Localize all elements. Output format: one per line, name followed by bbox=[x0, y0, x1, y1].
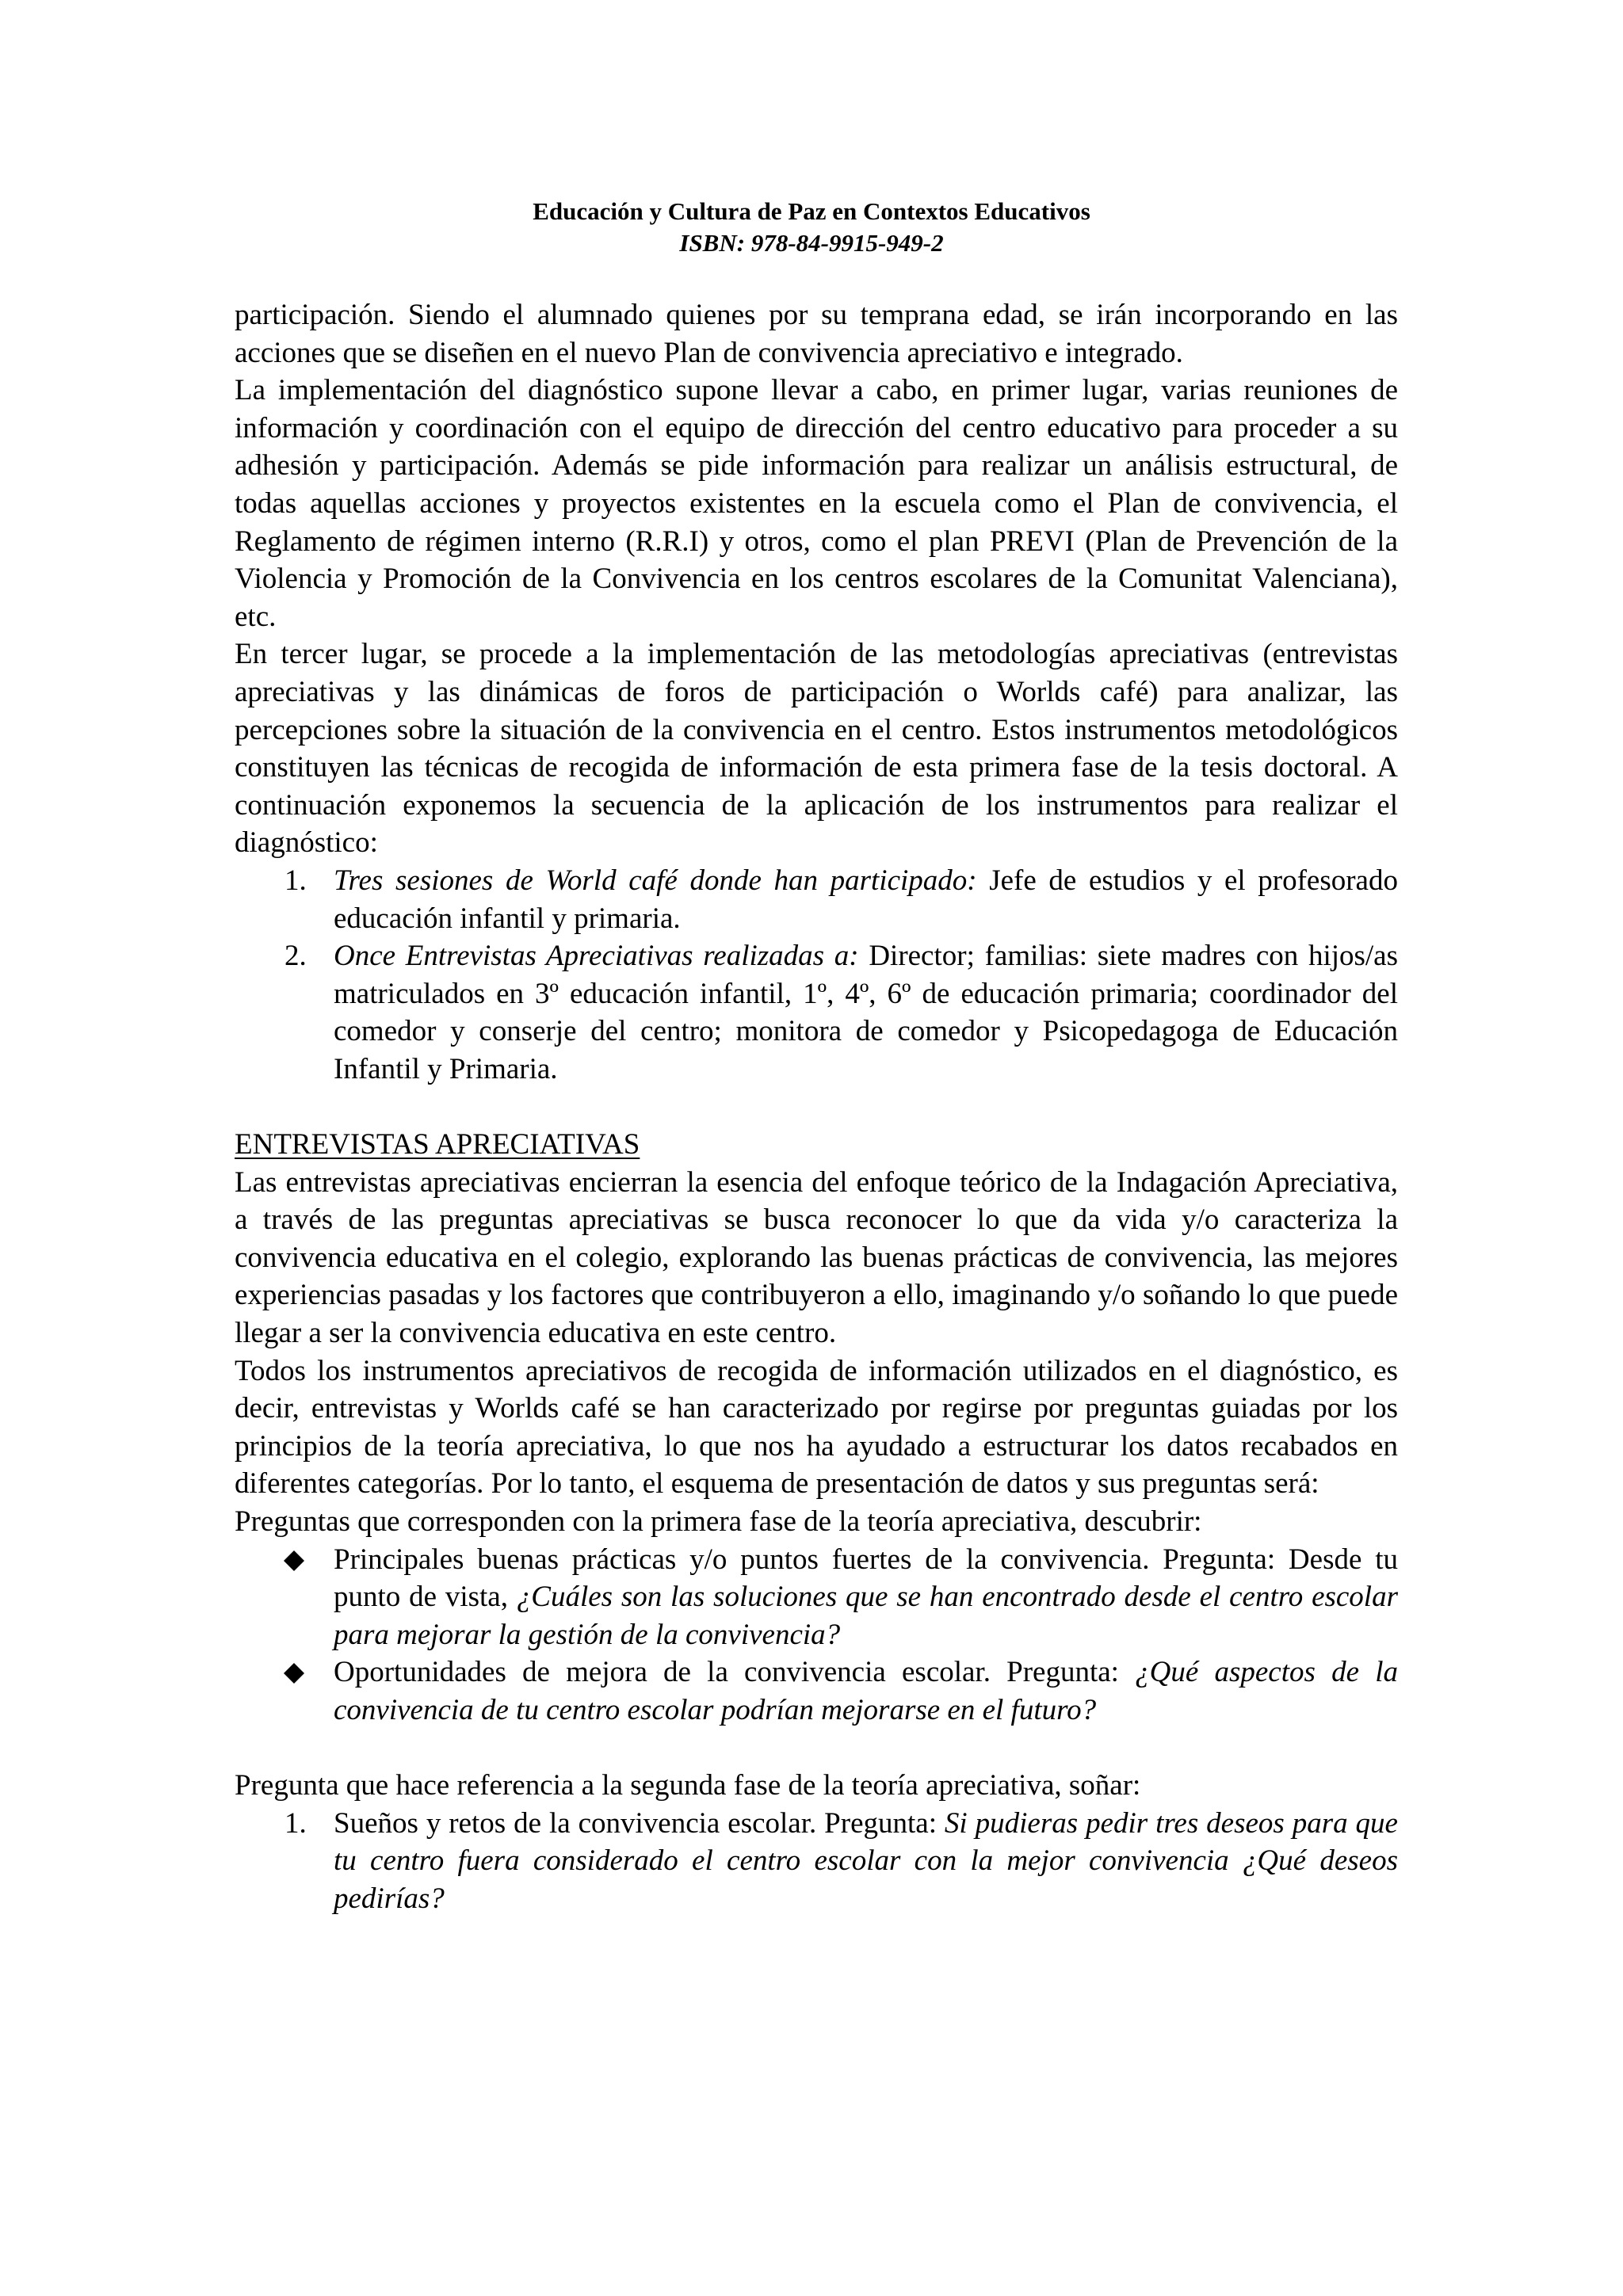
list-item-italic: ¿Qué aspectos de la convivencia de tu centro escolar podrían mejorarse en el futuro? bbox=[334, 1656, 1398, 1726]
black-diamond-icon bbox=[284, 1663, 304, 1684]
paragraph: En tercer lugar, se procede a la implementación de las metodologías apreciativas (entrevistas apreciativas y las dinámicas de foros de participación o Worlds café) para analizar, las percepciones sobre la situación de la convivencia en el centro. Estos instrumentos metodológicos constituyen las técnicas de recogida de información de esta primera fase de la tesis doctoral. A continuación exponemos la secuencia de la aplicación de los instrumentos para realizar el diagnóstico: bbox=[235, 638, 1398, 860]
paragraph-gap bbox=[235, 1730, 1398, 1768]
list-marker: 1. bbox=[285, 1806, 307, 1840]
paragraph-gap bbox=[235, 1088, 1398, 1126]
list-item-text: Sueños y retos de la convivencia escolar. Pregunta: bbox=[334, 1806, 945, 1840]
paragraph: participación. Siendo el alumnado quienes por su temprana edad, se irán incorporando en las acciones que se diseñen en el nuevo Plan de convivencia apreciativo e integrado. bbox=[235, 299, 1398, 369]
paragraph: Preguntas que corresponden con la primera fase de la teoría apreciativa, descubrir: bbox=[235, 1505, 1202, 1538]
list-item-italic: Tres sesiones de World café donde han participado: bbox=[334, 864, 977, 897]
numbered-list-instruments bbox=[235, 862, 1398, 1089]
paragraph: Las entrevistas apreciativas encierran la esencia del enfoque teórico de la Indagación Apreciativa, a través de las preguntas apreciativas se busca reconocer lo que da vida y/o caracteriza la convivencia educativa en el colegio, explorando las buenas prácticas de convivencia, las mejores experiencias pasadas y los factores que contribuyeron a ello, imaginando y/o soñando lo que puede llegar a ser la convivencia educativa en este centro. bbox=[235, 1165, 1398, 1350]
list-item bbox=[235, 1653, 1398, 1729]
list-item-text: Jefe de estudios y el profesorado educación infantil y primaria. bbox=[334, 864, 1398, 935]
list-item bbox=[235, 862, 1398, 937]
running-header-isbn: ISBN: 978-84-9915-949-2 bbox=[679, 229, 944, 257]
list-item bbox=[235, 937, 1398, 1088]
list-item-italic: ¿Cuáles son las soluciones que se han encontrado desde el centro escolar para mejorar la gestión de la convivencia? bbox=[334, 1581, 1398, 1651]
black-diamond-icon bbox=[284, 1550, 304, 1571]
list-marker: 2. bbox=[285, 940, 307, 973]
list-item bbox=[235, 1805, 1398, 1918]
section-heading bbox=[235, 1126, 1398, 1164]
document-body bbox=[235, 296, 1398, 1918]
list-item bbox=[235, 1541, 1398, 1654]
list-item-text: Oportunidades de mejora de la convivencia escolar. Pregunta: bbox=[334, 1656, 1136, 1689]
list-marker: 1. bbox=[285, 864, 307, 897]
numbered-list-dream bbox=[235, 1805, 1398, 1918]
list-item-text: Principales buenas prácticas y/o puntos fuertes de la convivencia. Pregunta: Desde tu punto de vista, bbox=[334, 1543, 1398, 1614]
section-heading-text: ENTREVISTAS APRECIATIVAS bbox=[235, 1128, 640, 1161]
list-item-text: Director; familias: siete madres con hijos/as matriculados en 3º educación infantil, 1º, 4º, 6º de educación primaria; coordinador del comedor y conserje del centro; monitora de comedor y Psicopedagoga de Educación Infantil y Primaria. bbox=[334, 940, 1399, 1085]
list-item-italic: Once Entrevistas Apreciativas realizadas a: bbox=[334, 940, 859, 973]
paragraph: Pregunta que hace referencia a la segunda fase de la teoría apreciativa, soñar: bbox=[235, 1769, 1141, 1802]
paragraph: Todos los instrumentos apreciativos de recogida de información utilizados en el diagnóstico, es decir, entrevistas y Worlds café se han caracterizado por regirse por preguntas guiadas por los principios de la teoría apreciativa, lo que nos ha ayudado a estructurar los datos recabados en diferentes categorías. Por lo tanto, el esquema de presentación de datos y sus preguntas será: bbox=[235, 1354, 1398, 1501]
running-header-title: Educación y Cultura de Paz en Contextos Educativos bbox=[533, 197, 1090, 225]
bullet-list-discover bbox=[235, 1541, 1398, 1730]
paragraph: La implementación del diagnóstico supone llevar a cabo, en primer lugar, varias reuniones de información y coordinación con el equipo de dirección del centro educativo para proceder a su adhesión y participación. Además se pide información para realizar un análisis estructural, de todas aquellas acciones y proyectos existentes en la escuela como el Plan de convivencia, el Reglamento de régimen interno (R.R.I) y otros, como el plan PREVI (Plan de Prevención de la Violencia y Promoción de la Convivencia en los centros escolares de la Comunitat Valenciana), etc. bbox=[235, 374, 1398, 633]
list-item-italic: Si pudieras pedir tres deseos para que tu centro fuera considerado el centro escolar con la mejor convivencia ¿Qué deseos pedirías? bbox=[334, 1806, 1398, 1915]
